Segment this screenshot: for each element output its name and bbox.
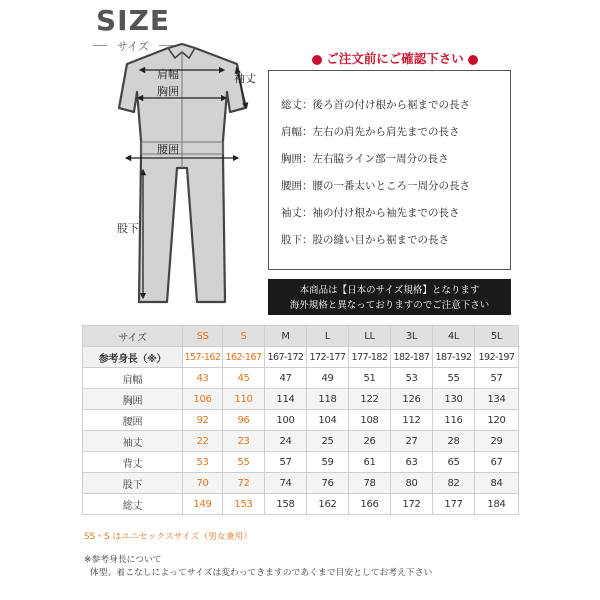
row-label: 総丈: [83, 494, 183, 515]
table-cell: 110: [223, 389, 265, 410]
order-notice-text: ご注文前にご確認下さい: [326, 51, 464, 66]
table-cell: 177: [433, 494, 475, 515]
table-row: [83, 410, 519, 431]
table-cell: 29: [475, 431, 519, 452]
table-cell: 49: [307, 368, 349, 389]
table-cell: 122: [349, 389, 391, 410]
definition-item: 袖丈：袖の付け根から袖先までの長さ: [281, 207, 460, 219]
table-cell: 192-197: [475, 347, 519, 368]
definition-item: 腰囲：腰の一番太いところ一周分の長さ: [281, 180, 470, 192]
table-cell: 61: [349, 452, 391, 473]
japanese-size-notice: [268, 279, 511, 315]
inseam-label: 股下: [117, 222, 139, 235]
coverall-illustration: [95, 40, 275, 320]
table-cell: 25: [307, 431, 349, 452]
table-cell: 114: [265, 389, 307, 410]
table-cell: 172: [391, 494, 433, 515]
table-cell: 162-167: [223, 347, 265, 368]
table-cell: 108: [349, 410, 391, 431]
table-cell: 26: [349, 431, 391, 452]
table-cell: 166: [349, 494, 391, 515]
size-notice-line2: 海外規格と異なっておりますのでご注意下さい: [289, 300, 490, 311]
table-cell: 51: [349, 368, 391, 389]
table-cell: 82: [433, 473, 475, 494]
table-cell: 120: [475, 410, 519, 431]
table-cell: 167-172: [265, 347, 307, 368]
table-cell: 76: [307, 473, 349, 494]
table-cell: 74: [265, 473, 307, 494]
table-cell: 63: [391, 452, 433, 473]
table-row: [83, 431, 519, 452]
table-cell: 157-162: [183, 347, 223, 368]
size-header: S: [223, 326, 265, 347]
table-cell: 67: [475, 452, 519, 473]
table-cell: 182-187: [391, 347, 433, 368]
order-notice-banner: [285, 49, 505, 67]
size-header: L: [307, 326, 349, 347]
size-header-row: [83, 326, 519, 347]
size-notice-line1: 本商品は【日本のサイズ規格】となります: [299, 285, 480, 296]
table-cell: 118: [307, 389, 349, 410]
row-label: 肩幅: [83, 368, 183, 389]
table-cell: 70: [183, 473, 223, 494]
table-cell: 153: [223, 494, 265, 515]
reference-height-note-title: ※参考身長について: [84, 555, 162, 565]
table-cell: 134: [475, 389, 519, 410]
table-cell: 53: [391, 368, 433, 389]
table-cell: 43: [183, 368, 223, 389]
row-label: 背丈: [83, 452, 183, 473]
row-label: 胸囲: [83, 389, 183, 410]
table-row: [83, 452, 519, 473]
size-header: 4L: [433, 326, 475, 347]
definition-item: 総丈：後ろ首の付け根から裾までの長さ: [281, 99, 470, 111]
table-cell: 47: [265, 368, 307, 389]
table-cell: 55: [223, 452, 265, 473]
table-cell: 100: [265, 410, 307, 431]
table-cell: 28: [433, 431, 475, 452]
table-row: [83, 389, 519, 410]
waist-label: 腰囲: [157, 143, 179, 156]
table-cell: 22: [183, 431, 223, 452]
table-cell: 158: [265, 494, 307, 515]
table-row: [83, 347, 519, 368]
table-row: [83, 473, 519, 494]
table-cell: 45: [223, 368, 265, 389]
size-header: M: [265, 326, 307, 347]
size-chart-table: [82, 325, 519, 515]
definition-item: 肩幅：左右の肩先から肩先までの長さ: [281, 126, 460, 138]
table-cell: 106: [183, 389, 223, 410]
table-cell: 162: [307, 494, 349, 515]
table-cell: 57: [475, 368, 519, 389]
size-header: SS: [183, 326, 223, 347]
sleeve-label: 袖丈: [234, 72, 256, 85]
size-corner-label: サイズ: [83, 326, 183, 347]
red-dot-icon: [468, 55, 478, 65]
table-cell: 112: [391, 410, 433, 431]
table-row: [83, 368, 519, 389]
table-cell: 126: [391, 389, 433, 410]
definition-item: 股下：股の縫い目から裾までの長さ: [281, 234, 449, 246]
table-cell: 96: [223, 410, 265, 431]
table-cell: 130: [433, 389, 475, 410]
size-header: LL: [349, 326, 391, 347]
table-cell: 187-192: [433, 347, 475, 368]
size-header: 5L: [475, 326, 519, 347]
table-cell: 24: [265, 431, 307, 452]
table-cell: 78: [349, 473, 391, 494]
table-row: [83, 494, 519, 515]
table-cell: 27: [391, 431, 433, 452]
table-cell: 65: [433, 452, 475, 473]
table-cell: 80: [391, 473, 433, 494]
table-cell: 59: [307, 452, 349, 473]
table-cell: 149: [183, 494, 223, 515]
measurement-definitions-box: [268, 70, 511, 270]
table-cell: 84: [475, 473, 519, 494]
table-cell: 172-177: [307, 347, 349, 368]
chest-label: 胸囲: [157, 85, 179, 98]
page-title: SIZE: [95, 4, 170, 37]
table-cell: 92: [183, 410, 223, 431]
table-cell: 53: [183, 452, 223, 473]
table-cell: 104: [307, 410, 349, 431]
row-label: 腰囲: [83, 410, 183, 431]
definition-item: 胸囲：左右脇ライン部一周分の長さ: [281, 153, 449, 165]
table-cell: 184: [475, 494, 519, 515]
row-label: 袖丈: [83, 431, 183, 452]
size-header: 3L: [391, 326, 433, 347]
table-cell: 116: [433, 410, 475, 431]
red-dot-icon: [312, 55, 322, 65]
table-cell: 72: [223, 473, 265, 494]
table-cell: 57: [265, 452, 307, 473]
row-label: 股下: [83, 473, 183, 494]
table-cell: 55: [433, 368, 475, 389]
reference-height-note-text: 体型、着こなしによってサイズは変わってきますのであくまで目安としてお考え下さい: [90, 568, 433, 578]
row-label: 参考身長（※）: [83, 347, 183, 368]
table-cell: 23: [223, 431, 265, 452]
table-cell: 177-182: [349, 347, 391, 368]
shoulder-label: 肩幅: [157, 68, 179, 81]
unisex-note: SS・S はユニセックスサイズ（男女兼用）: [84, 532, 253, 542]
page-subtitle: サイズ: [88, 38, 178, 54]
